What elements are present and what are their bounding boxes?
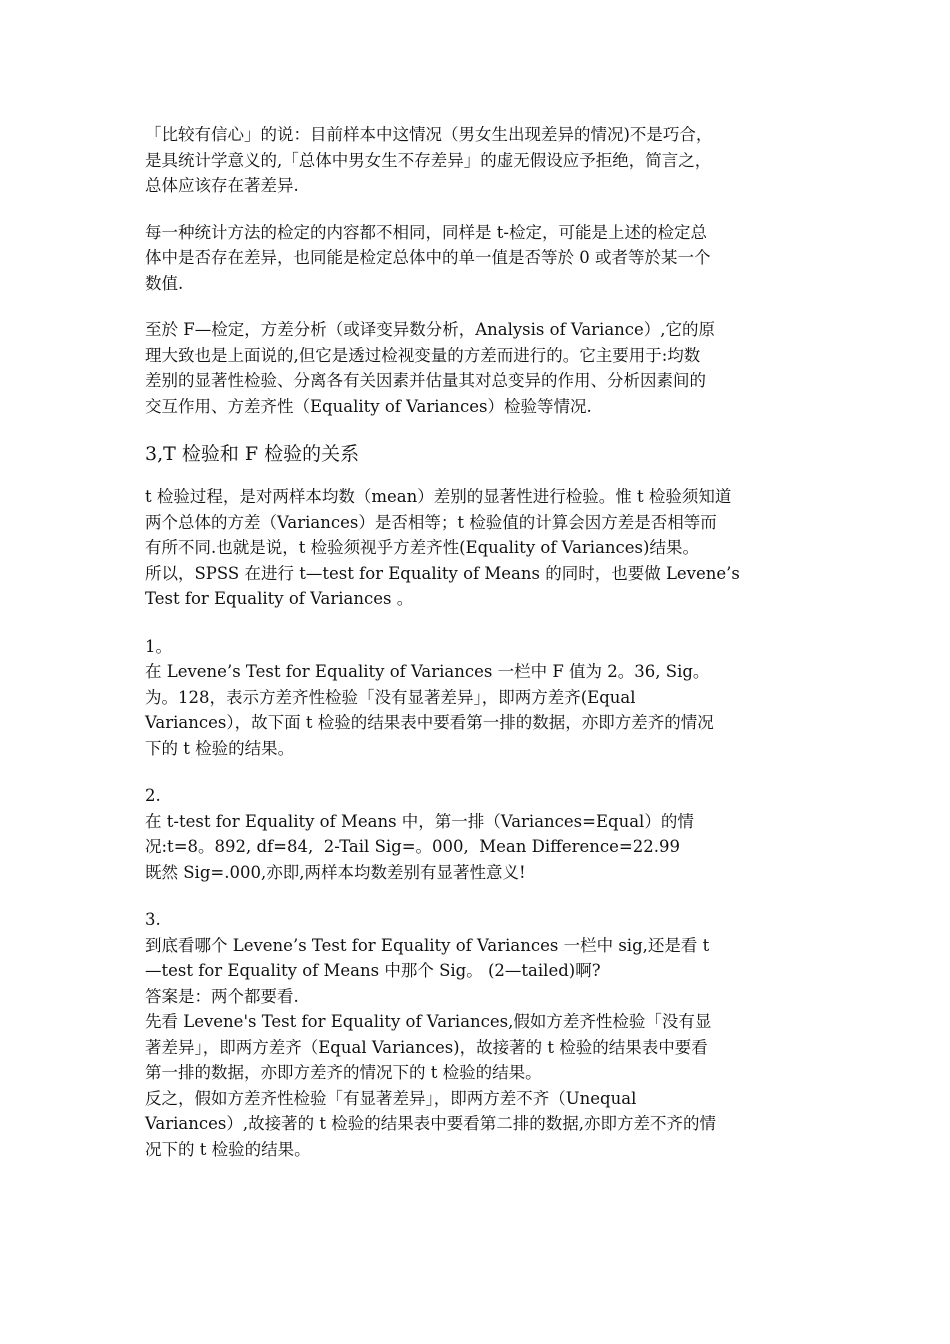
text-line: 为。128，表示方差齐性检验「没有显著差异」，即两方差齐(Equal — [145, 687, 636, 707]
text-line: t 检验过程，是对两样本均数（mean）差别的显著性进行检验。惟 t 检验须知道 — [145, 487, 732, 506]
text-line: 既然 Sig=.000,亦即,两样本均数差别有显著性意义! — [145, 862, 526, 882]
list-item-1 — [145, 634, 815, 762]
text-line: 总体应该存在著差异. — [145, 176, 299, 195]
paragraph-test-content — [145, 220, 815, 297]
text-line: 到底看哪个 Levene’s Test for Equality of Variances 一栏中 sig,还是看 t — [145, 935, 710, 955]
text-line: 差别的显著性检验、分离各有关因素并估量其对总变异的作用、分析因素间的 — [145, 371, 706, 390]
paragraph-t-test-process — [145, 484, 815, 612]
list-number: 2. — [145, 786, 161, 805]
text-line: 第一排的数据，亦即方差齐的情况下的 t 检验的结果。 — [145, 1063, 542, 1082]
text-line: 下的 t 检验的结果。 — [145, 738, 295, 758]
text-line: 反之，假如方差齐性检验「有显著差异」，即两方差不齐（Unequal — [145, 1088, 637, 1108]
text-line: 至於 F—检定，方差分析（或译变异数分析，Analysis of Variance）,它的原 — [145, 320, 716, 339]
text-line: 理大致也是上面说的,但它是透过检视变量的方差而进行的。它主要用于:均数 — [145, 345, 701, 365]
text-line: 在 t-test for Equality of Means 中，第一排（Variances=Equal）的情 — [145, 811, 694, 831]
list-item-3 — [145, 907, 815, 1162]
text-line: 在 Levene’s Test for Equality of Variances 一栏中 F 值为 2。36, Sig。 — [145, 662, 710, 681]
text-line: 况下的 t 检验的结果。 — [145, 1139, 311, 1159]
text-line: Variances）,故接著的 t 检验的结果表中要看第二排的数据,亦即方差不齐的情 — [145, 1114, 716, 1133]
list-number: 1。 — [145, 636, 172, 656]
text-line: 两个总体的方差（Variances）是否相等；t 检验值的计算会因方差是否相等而 — [145, 512, 717, 532]
paragraph-confidence — [145, 122, 815, 199]
text-line: 答案是：两个都要看. — [145, 986, 299, 1006]
text-line: 「比较有信心」的说：目前样本中这情况（男女生出现差异的情况)不是巧合， — [145, 125, 713, 144]
text-line: 是具统计学意义的,「总体中男女生不存差异」的虚无假设应予拒绝，简言之， — [145, 150, 712, 170]
text-line: 交互作用、方差齐性（Equality of Variances）检验等情况. — [145, 396, 592, 416]
list-item-2 — [145, 783, 815, 885]
section-heading: 3,T 检验和 F 检验的关系 — [145, 443, 360, 465]
text-line: Variances），故下面 t 检验的结果表中要看第一排的数据，亦即方差齐的情况 — [145, 713, 714, 732]
text-line: 数值. — [145, 273, 184, 293]
text-line: —test for Equality of Means 中那个 Sig。 (2—tailed)啊? — [145, 961, 601, 980]
text-line: 所以，SPSS 在进行 t—test for Equality of Means 的同时，也要做 Levene’s — [145, 563, 740, 583]
text-line: 况:t=8。892, df=84, 2-Tail Sig=。000, Mean Difference=22.99 — [145, 837, 680, 856]
text-line: 有所不同.也就是说，t 检验须视乎方差齐性(Equality of Variances)结果。 — [145, 538, 699, 557]
document-body — [145, 122, 815, 1184]
text-line: 每一种统计方法的检定的内容都不相同，同样是 t-检定，可能是上述的检定总 — [145, 222, 707, 242]
text-line: 体中是否存在差异，也同能是检定总体中的单一值是否等於 0 或者等於某一个 — [145, 248, 711, 267]
text-line: 先看 Levene's Test for Equality of Variances,假如方差齐性检验「没有显 — [145, 1012, 712, 1031]
text-line: Test for Equality of Variances 。 — [145, 589, 414, 608]
text-line: 著差异」，即两方差齐（Equal Variances)，故接著的 t 检验的结果表中要看 — [145, 1037, 708, 1057]
paragraph-f-test — [145, 317, 815, 419]
list-number: 3. — [145, 910, 161, 929]
